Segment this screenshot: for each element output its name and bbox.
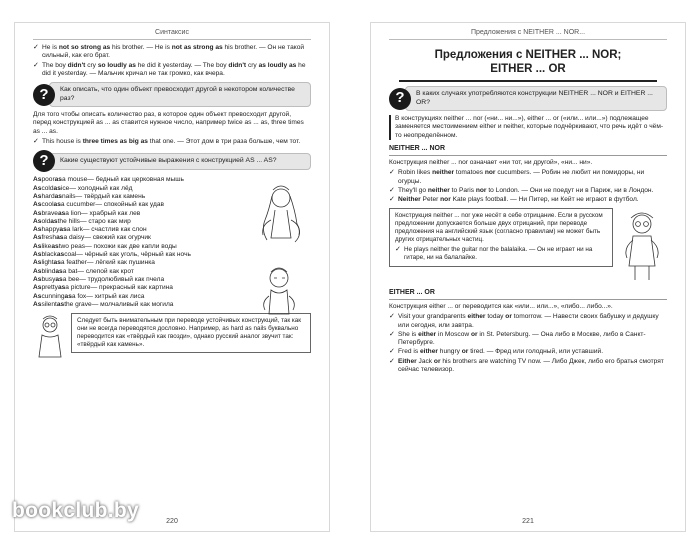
house-example-text: This house is three times as big as that one. — Этот дом в три раза больше, чем тот. xyxy=(42,138,301,146)
question-icon: ? xyxy=(33,150,55,172)
boy-glasses-illustration xyxy=(617,208,667,284)
check-icon: ✓ xyxy=(33,44,39,51)
check-icon: ✓ xyxy=(389,330,395,338)
idiom-row: As cunning as a fox — хитрый как лиса xyxy=(33,292,145,300)
either-example xyxy=(389,358,667,375)
page-number-right: 221 xyxy=(522,518,534,525)
neither-examples xyxy=(389,169,667,204)
note-text: Следует быть внимательным при переводе устойчивых конструкций, так как они не всегда переводятся дословно. Например, as hard as nails буквально переводится как «твёрдый как гвозди», однако русский аналог звучит так: «твёрдый как камень». xyxy=(71,313,311,353)
right-page xyxy=(370,22,686,532)
neither-note-example xyxy=(395,246,607,262)
idiom-row: As cold as ice — холодный как лёд xyxy=(33,184,133,192)
neither-note xyxy=(389,208,613,267)
check-icon: ✓ xyxy=(395,245,401,253)
neither-example-text: Neither Peter nor Kate plays football. — Ни Питер, ни Кейт не играют в футбол. xyxy=(398,196,639,204)
check-icon: ✓ xyxy=(389,357,395,365)
idiom-row: As cool as a cucumber — спокойный как удав xyxy=(33,201,165,209)
either-example xyxy=(389,313,667,330)
either-examples xyxy=(389,313,667,374)
intro-paragraph: В конструкциях neither ... nor («ни... ни...»), either ... or («или... или...») подлежащее заменяется местоимением either и neither, которые подчёркивают, что речь идёт о чём-то неопределённом. xyxy=(389,115,667,140)
neither-example-text: Robin likes neither tomatoes nor cucumbers. — Робин не любит ни помидоры, ни огурцы. xyxy=(398,169,645,185)
section-rule xyxy=(389,155,667,156)
idiom-row: As happy as a lark — счастлив как слон xyxy=(33,226,147,234)
wizard-illustration xyxy=(33,313,67,359)
idiom-row: As poor as a mouse — бедный как церковная мышь xyxy=(33,176,184,184)
question-icon: ? xyxy=(389,88,411,110)
running-head-left: Синтаксис xyxy=(155,29,189,36)
either-example xyxy=(389,348,667,356)
question-box-idioms xyxy=(33,150,311,172)
boy-illustration xyxy=(251,262,309,322)
either-description: Конструкция either ... or переводится как «или... или...», «либо... либо...». xyxy=(389,302,613,310)
section-heading-neither: NEITHER ... NOR xyxy=(389,144,446,152)
check-icon: ✓ xyxy=(389,313,395,321)
idiom-row: As like as two peas — похожи как две капли воды xyxy=(33,242,177,250)
question-box-times xyxy=(33,82,311,107)
check-icon: ✓ xyxy=(389,187,395,195)
chapter-title-line1: Предложения с NEITHER ... NOR; xyxy=(434,49,622,61)
times-explanation: Для того чтобы описать количество раз, в которое один объект превосходит другой, перед конструкцией as ... as ставится нужное число, например twice as ... as, three times as ... as. xyxy=(33,111,304,135)
idiom-row: As blind as a bat — слепой как крот xyxy=(33,267,134,275)
idiom-row: As brave as a lion — храбрый как лев xyxy=(33,209,141,217)
running-head-right: Предложения с NEITHER ... NOR... xyxy=(470,29,586,36)
comparison-example-text: The boy didn't cry so loudly as he did it yesterday. — The boy didn't cry as loudly as he did it yesterday. — Мальчик кричал не так громко, как вчера. xyxy=(42,61,306,77)
neither-example xyxy=(389,169,667,186)
comparison-example-text: He is not so strong as his brother. — He is not as strong as his brother. — Он не такой сильный, как его брат. xyxy=(42,44,305,60)
either-example xyxy=(389,331,667,348)
neither-note-text: Конструкция neither ... nor уже несёт в себе отрицание. Если в русском предложении допускается больше двух отрицаний, при переводе предложения на английский язык (согласно правилам) не может быть других отрицательных частиц. xyxy=(395,211,603,243)
neither-note-example-text: He plays neither the guitar nor the balalaika. — Он не играет ни на гитаре, ни на балалайке. xyxy=(404,245,593,261)
title-rule xyxy=(399,80,657,82)
section-rule xyxy=(389,299,667,300)
idiom-row: As fresh as a daisy — свежий как огурчик xyxy=(33,234,151,242)
question-text: Как описать, что один объект превосходит другой в некотором количестве раз? xyxy=(49,82,311,107)
idiom-row: As light as a feather — лёгкий как пушинка xyxy=(33,259,155,267)
idiom-row: As hard as nails — твёрдый как камень xyxy=(33,192,146,200)
neither-example xyxy=(389,196,667,204)
question-text: В каких случаях употребляются конструкции NEITHER ... NOR и EITHER ... OR? xyxy=(405,86,667,111)
either-example-text: Fred is either hungry or tired. — Фред или голодный, или уставший. xyxy=(398,348,604,356)
idiom-row: As black as coal — чёрный как уголь, чёрный как ночь xyxy=(33,251,191,259)
comparison-bullets xyxy=(33,44,311,78)
check-icon: ✓ xyxy=(389,348,395,356)
idiom-row: As old as the hills — старо как мир xyxy=(33,217,131,225)
chapter-title-line2: EITHER ... OR xyxy=(490,63,566,75)
house-example xyxy=(33,138,311,146)
section-heading-either: EITHER ... OR xyxy=(389,288,435,296)
question-text: Какие существуют устойчивые выражения с конструкцией AS ... AS? xyxy=(49,153,311,170)
neither-example-text: They'll go neither to Paris nor to London. — Они не поедут ни в Париж, ни в Лондон. xyxy=(398,187,654,195)
girl-illustration xyxy=(251,180,309,250)
chapter-title xyxy=(389,48,667,76)
neither-description: Конструкция neither ... nor означает «ни тот, ни другой», «ни... ни». xyxy=(389,159,593,167)
idiom-row: As busy as a bee — трудолюбивый как пчела xyxy=(33,275,165,283)
question-box-neither xyxy=(389,86,667,111)
either-example-text: Visit your grandparents either today or tomorrow. — Навести своих бабушку и дедушку или сегодня, или завтра. xyxy=(398,313,659,329)
check-icon: ✓ xyxy=(389,169,395,177)
idiom-row: As silent as the grave — молчаливый как могила xyxy=(33,300,174,308)
idiom-row: As pretty as a picture — прекрасный как картина xyxy=(33,284,173,292)
watermark: bookclub.by xyxy=(12,499,139,522)
check-icon: ✓ xyxy=(389,196,395,204)
left-page xyxy=(14,22,330,532)
comparison-example xyxy=(33,44,311,61)
page-number-left: 220 xyxy=(166,518,178,525)
check-icon: ✓ xyxy=(33,61,39,69)
check-icon: ✓ xyxy=(33,138,39,146)
neither-example xyxy=(389,187,667,195)
idiom-list xyxy=(33,176,251,309)
either-example-text: Either Jack or his brothers are watching TV now. — Либо Джек, либо его братья смотрят сейчас телевизор. xyxy=(398,357,664,374)
question-icon: ? xyxy=(33,84,55,106)
comparison-example xyxy=(33,62,311,79)
either-example-text: She is either in Moscow or in St. Petersburg. — Она либо в Москве, либо в Санкт-Петербурге. xyxy=(398,330,646,347)
